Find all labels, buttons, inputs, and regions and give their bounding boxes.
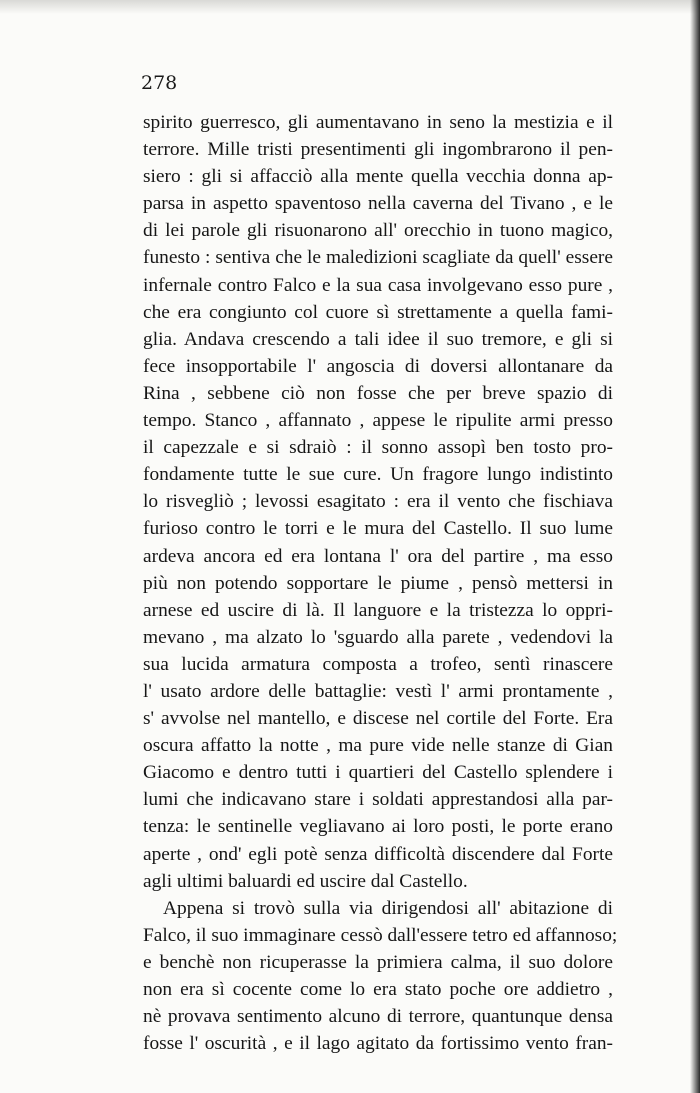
text-line: Falco, il suo immaginare cessò dall'essere tetro ed affannoso;	[143, 924, 618, 946]
text-line: tenza: le sentinelle vegliavano ai loro posti, le porte erano	[143, 816, 613, 838]
text-line: funesto : sentiva che le maledizioni scagliate da quell' essere	[143, 247, 613, 269]
text-line: siero : gli si affacciò alla mente quella vecchia donna ap-	[143, 166, 613, 188]
text-line: il capezzale e si sdraiò : il sonno assopì ben tosto pro-	[143, 437, 613, 459]
text-line: nè provava sentimento alcuno di terrore, quantunque densa	[143, 1006, 613, 1028]
body-text	[143, 109, 618, 1057]
text-line: non era sì cocente come lo era stato poche ore addietro ,	[143, 979, 613, 1000]
text-line: s' avvolse nel mantello, e discese nel cortile del Forte. Era	[143, 708, 613, 730]
text-line: glia. Andava crescendo a tali idee il suo tremore, e gli si	[143, 328, 613, 350]
text-line: Rina , sebbene ciò non fosse che per breve spazio di	[143, 382, 613, 404]
page-number: 278	[141, 72, 178, 94]
text-line: l' usato ardore delle battaglie: vestì l' armi prontamente ,	[143, 680, 613, 702]
text-line: fece insopportabile l' angoscia di doversi allontanare da	[143, 355, 613, 377]
text-line: spirito guerresco, gli aumentavano in seno la mestizia e il	[143, 112, 613, 133]
text-line: aperte , ond' egli potè senza difficoltà discendere dal Forte	[143, 843, 613, 865]
text-line: parsa in aspetto spaventoso nella caverna del Tivano , e le	[143, 193, 613, 215]
text-line: tempo. Stanco , affannato , appese le ripulite armi presso	[143, 410, 613, 432]
text-line: Appena si trovò sulla via dirigendosi all' abitazione di	[163, 897, 613, 919]
text-line: furioso contro le torri e le mura del Castello. Il suo lume	[143, 518, 613, 540]
text-line: oscura affatto la notte , ma pure vide nelle stanze di Gian	[143, 735, 613, 757]
text-line: terrore. Mille tristi presentimenti gli ingombrarono il pen-	[143, 139, 613, 161]
text-line: di lei parole gli risuonarono all' orecchio in tuono magico,	[143, 220, 613, 242]
text-line: agli ultimi baluardi ed uscire dal Castello.	[143, 870, 468, 892]
text-line: lo risvegliò ; levossi esagitato : era il vento che fischiava	[143, 491, 613, 513]
text-line: che era congiunto col cuore sì strettamente a quella fami-	[143, 301, 613, 323]
text-line: arnese ed uscire di là. Il languore e la tristezza lo oppri-	[143, 599, 613, 621]
text-line: fosse l' oscurità , e il lago agitato da fortissimo vento fran-	[143, 1033, 613, 1055]
text-line: infernale contro Falco e la sua casa involgevano esso pure ,	[143, 274, 613, 296]
page-top-shadow	[0, 0, 700, 14]
text-line: fondamente tutte le sue cure. Un fragore lungo indistinto	[143, 464, 613, 486]
text-line: sua lucida armatura composta a trofeo, sentì rinascere	[143, 653, 613, 675]
text-line: più non potendo sopportare le piume , pensò mettersi in	[143, 572, 613, 594]
text-line: Giacomo e dentro tutti i quartieri del Castello splendere i	[143, 762, 613, 784]
page-binding-shadow	[690, 0, 700, 1093]
text-line: ardeva ancora ed era lontana l' ora del partire , ma esso	[143, 545, 613, 567]
text-line: lumi che indicavano stare i soldati apprestandosi alla par-	[143, 789, 613, 811]
text-line: mevano , ma alzato lo 'sguardo alla parete , vedendovi la	[143, 626, 613, 648]
text-line: e benchè non ricuperasse la primiera calma, il suo dolore	[143, 951, 613, 973]
